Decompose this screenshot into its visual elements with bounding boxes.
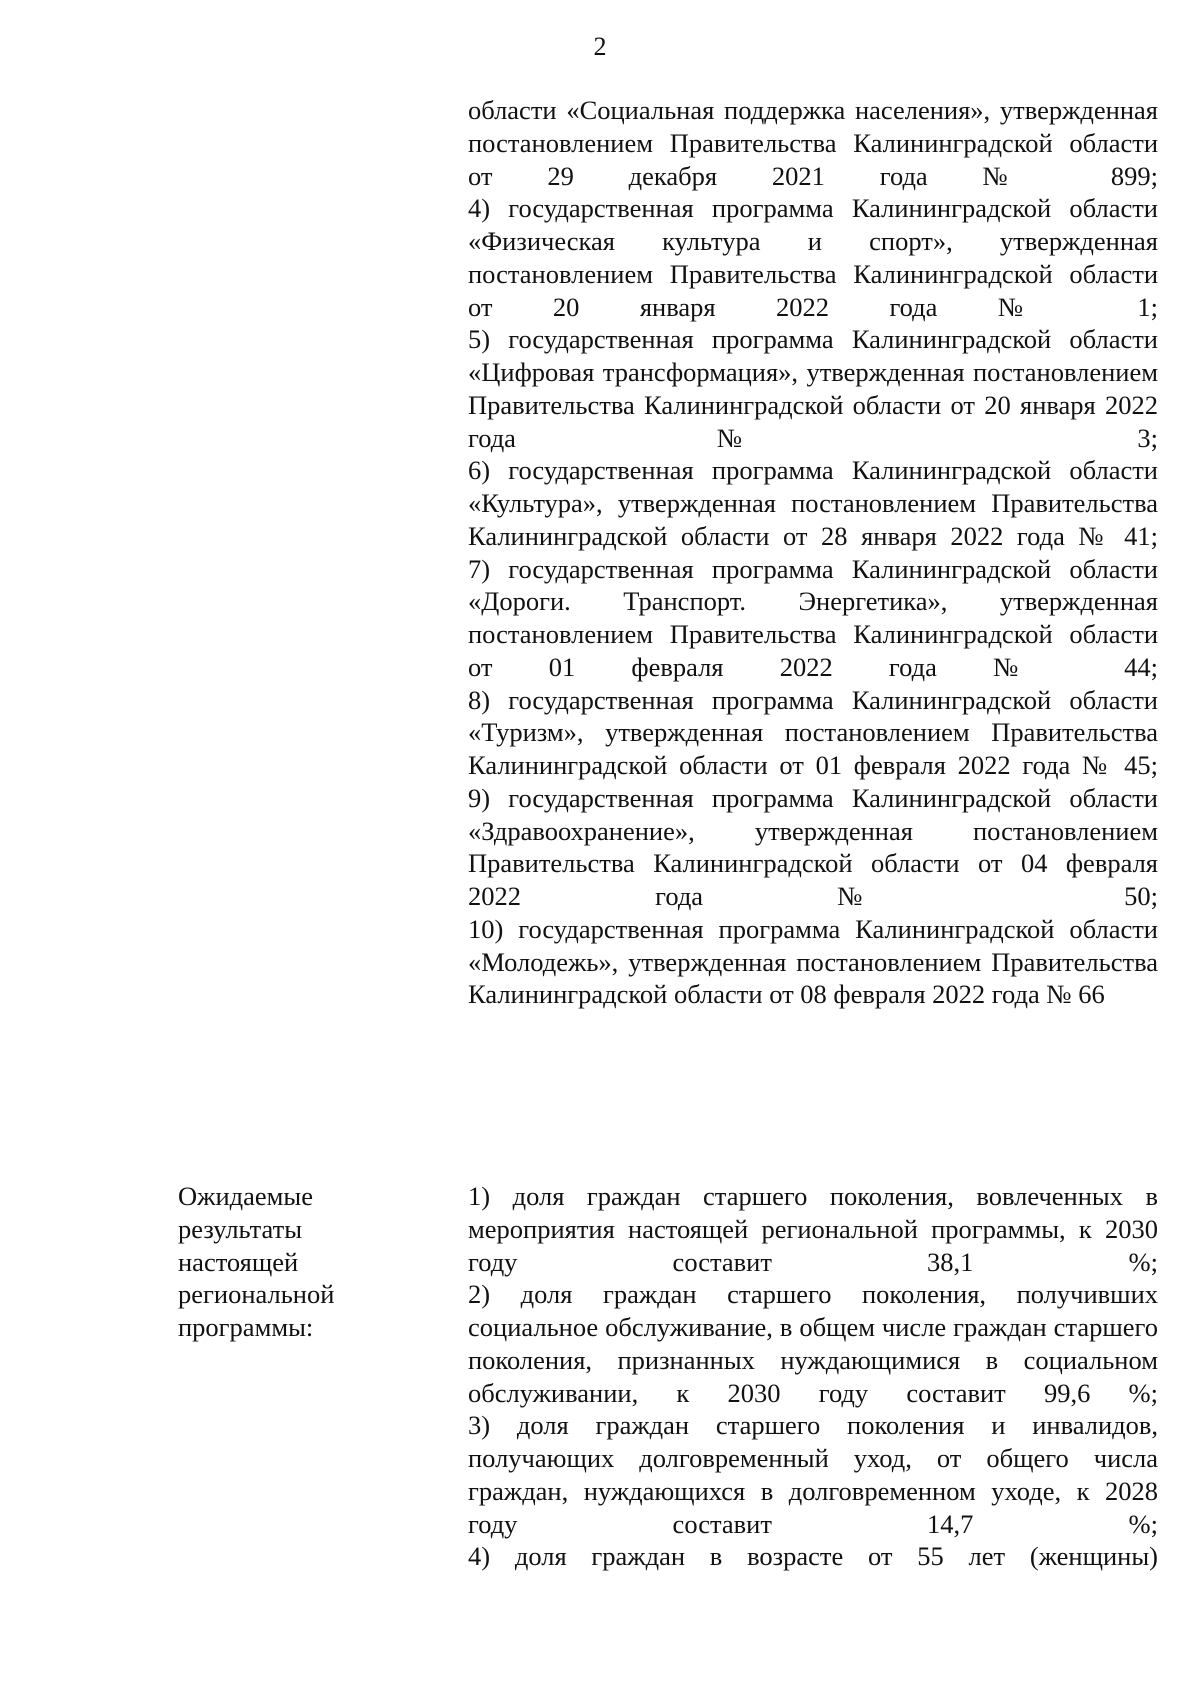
program-item-7: 7) государственная программа Калининградской области «Дороги. Транспорт. Энергетика», утвержденная постановлением Правительства Калининградской области от 01 февраля 2022 года № 44;: [468, 553, 1158, 682]
expected-results-label: Ожидаемые результаты настоящей региональной программы:: [178, 1181, 335, 1342]
result-item-3: 3) доля граждан старшего поколения и инвалидов, получающих долговременный уход, от общего числа граждан, нуждающихся в долговременном уходе, к 2028 году составит 14,7 %;: [468, 1410, 1158, 1539]
result-item-4: 4) доля граждан в возрасте от 55 лет (женщины): [468, 1541, 1158, 1572]
page-number: 2: [593, 32, 607, 61]
program-item-4: 4) государственная программа Калининградской области «Физическая культура и спорт», утвержденная постановлением Правительства Калининградской области от 20 января 2022 года № 1;: [468, 193, 1158, 322]
program-item-8: 8) государственная программа Калининградской области «Туризм», утвержденная постановлением Правительства Калининградской области от 01 февраля 2022 года № 45;: [468, 684, 1158, 780]
program-item-3-tail: области «Социальная поддержка населения», утвержденная постановлением Правительства Калининградской области от 29 декабря 2021 года № 899;: [468, 95, 1158, 191]
expected-results-list: [468, 1180, 1158, 1573]
program-item-10: 10) государственная программа Калининградской области «Молодежь», утвержденная постановлением Правительства Калининградской области от 08 февраля 2022 года № 66: [468, 913, 1158, 1010]
program-item-6: 6) государственная программа Калининградской области «Культура», утвержденная постановлением Правительства Калининградской области от 28 января 2022 года № 41;: [468, 455, 1158, 551]
programs-list: [468, 94, 1158, 1011]
program-item-9: 9) государственная программа Калининградской области «Здравоохранение», утвержденная постановлением Правительства Калининградской области от 04 февраля 2022 года № 50;: [468, 782, 1158, 911]
result-item-1: 1) доля граждан старшего поколения, вовлеченных в мероприятия настоящей региональной программы, к 2030 году составит 38,1 %;: [468, 1181, 1158, 1277]
result-item-2: 2) доля граждан старшего поколения, получивших социальное обслуживание, в общем числе граждан старшего поколения, признанных нуждающимися в социальном обслуживании, к 2030 году составит 99,6 %;: [468, 1279, 1158, 1408]
program-item-5: 5) государственная программа Калининградской области «Цифровая трансформация», утвержденная постановлением Правительства Калининградской области от 20 января 2022 года № 3;: [468, 324, 1158, 453]
